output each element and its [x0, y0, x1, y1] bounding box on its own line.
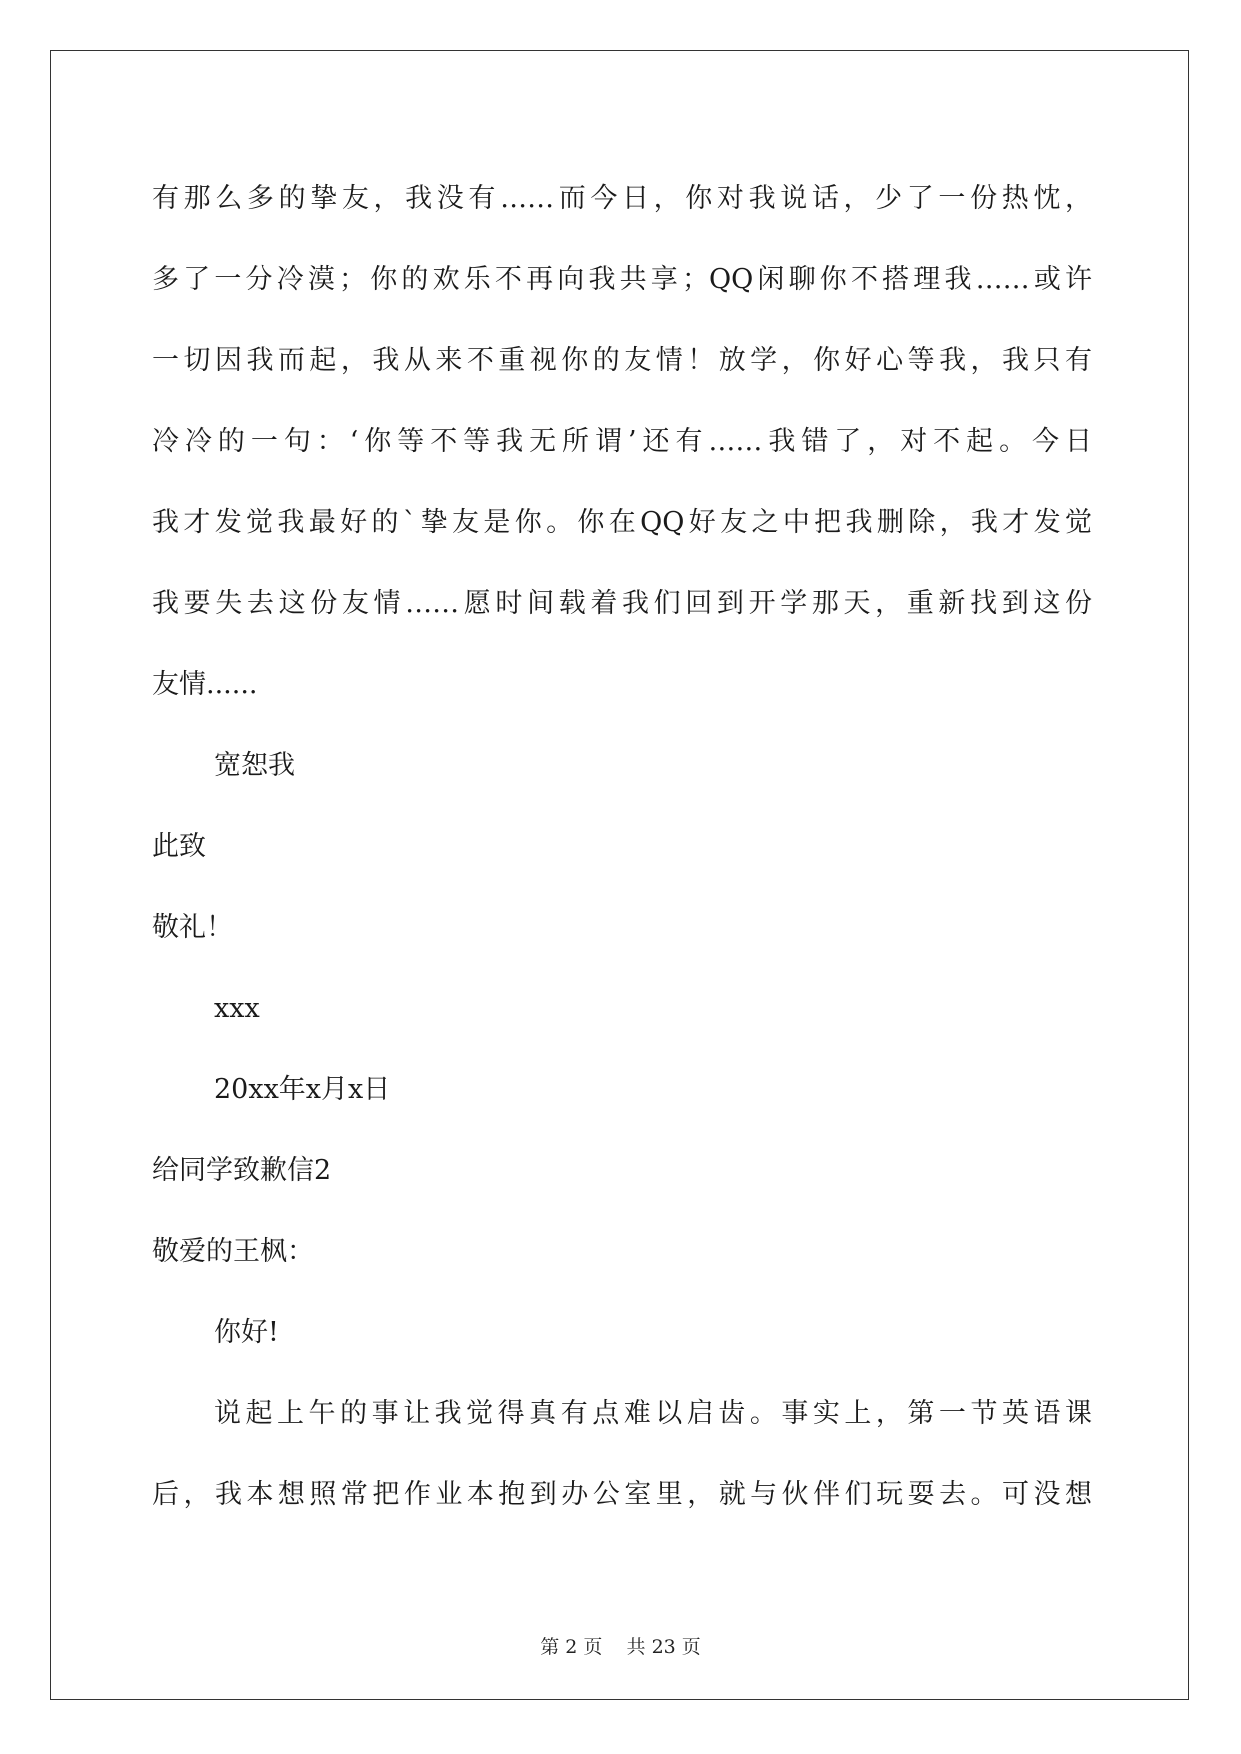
- signature-date: 20xx年x月x日: [214, 1074, 391, 1105]
- page-footer: [0, 1632, 1241, 1659]
- section-heading: 给同学致歉信2: [152, 1155, 332, 1186]
- paragraph-line: 我要失去这份友情……愿时间载着我们回到开学那天，重新找到这份: [152, 588, 1092, 619]
- salutation-regards: 敬礼！: [152, 912, 233, 943]
- document-body: [152, 158, 1092, 1535]
- salutation-closing: 此致: [152, 831, 206, 862]
- page-number: 第 2 页: [540, 1636, 603, 1658]
- paragraph-line: 友情......: [152, 669, 258, 700]
- page-total: 共 23 页: [626, 1636, 701, 1658]
- paragraph-line: 后，我本想照常把作业本抱到办公室里，就与伙伴们玩耍去。可没想: [152, 1479, 1092, 1510]
- paragraph-line: 说起上午的事让我觉得真有点难以启齿。事实上，第一节英语课: [214, 1398, 1092, 1429]
- letter-greeting: 敬爱的王枫：: [152, 1236, 314, 1267]
- letter-hello: 你好!: [214, 1317, 279, 1348]
- paragraph-line: 我才发觉我最好的`挚友是你。你在QQ好友之中把我删除，我才发觉: [152, 507, 1092, 538]
- closing-remark: 宽恕我: [214, 750, 295, 781]
- paragraph-line: 有那么多的挚友，我没有……而今日，你对我说话，少了一份热忱，: [152, 183, 1092, 214]
- paragraph-line: 多了一分冷漠；你的欢乐不再向我共享；QQ闲聊你不搭理我……或许: [152, 264, 1092, 295]
- paragraph-line: 一切因我而起，我从来不重视你的友情！放学，你好心等我，我只有: [152, 345, 1092, 376]
- signature-name: xxx: [214, 993, 260, 1024]
- paragraph-line: 冷冷的一句：‘你等不等我无所谓’还有……我错了，对不起。今日: [152, 426, 1092, 457]
